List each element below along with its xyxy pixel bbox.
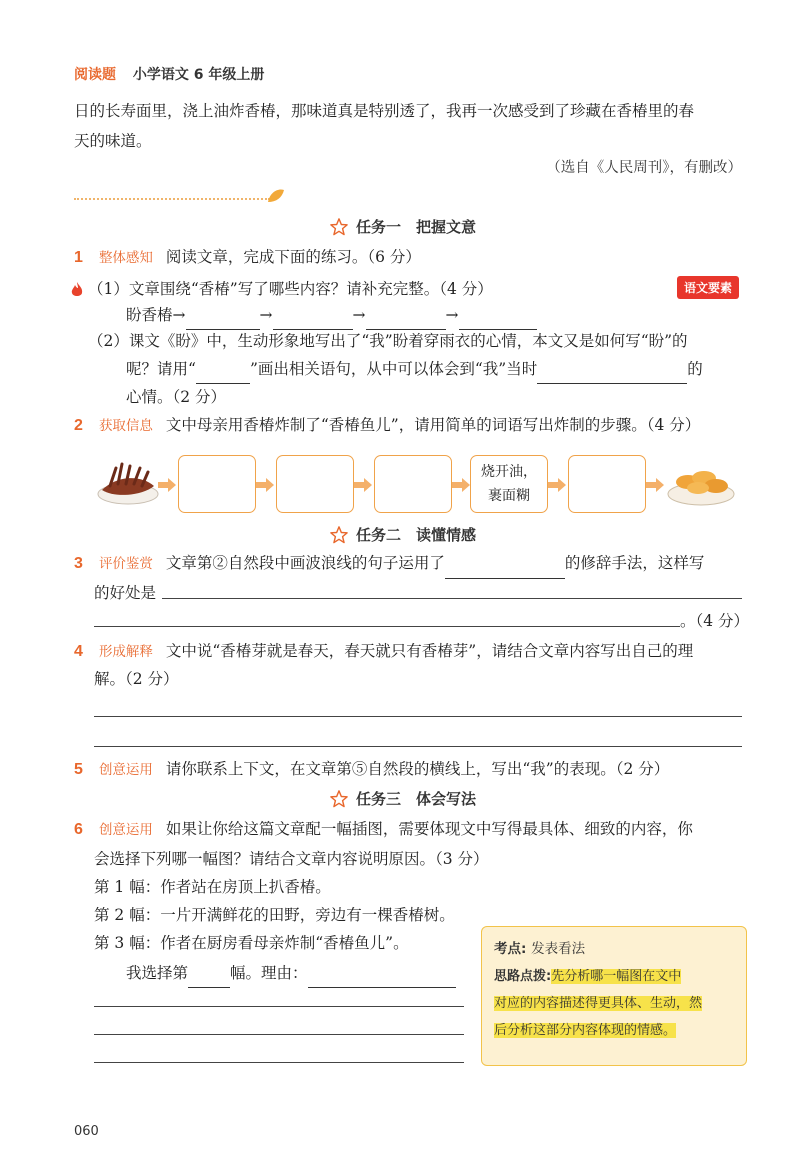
task-2-title: 任务二 读懂情感 — [356, 526, 477, 544]
task-1-heading — [330, 216, 476, 237]
question-3 — [74, 548, 704, 579]
answer-line[interactable] — [94, 746, 742, 747]
question-2-number: 2 — [74, 417, 83, 434]
question-3-score: 。（4 分） — [680, 612, 750, 630]
star-icon — [330, 218, 348, 236]
question-5 — [74, 754, 669, 785]
flow-arrow-icon — [646, 478, 664, 492]
answer-blank[interactable] — [308, 970, 456, 988]
chain-arrow: → — [352, 306, 366, 324]
passage-source: （选自《人民周刊》，有删改） — [546, 160, 742, 176]
flow-step-4-line-2: 裹面糊 — [488, 488, 530, 504]
flow-step-5[interactable] — [568, 455, 646, 513]
question-6-number: 6 — [74, 821, 83, 838]
question-1-sub-2-line-2 — [126, 354, 703, 384]
question-6-line-2: 会选择下列哪一幅图？请结合文章内容说明原因。（3 分） — [94, 850, 489, 868]
hint-approach-line-3: 后分析这部分内容体现的情感。 — [494, 1023, 677, 1038]
question-3-line-2: 的好处是 — [94, 584, 157, 602]
hint-approach-line-2: 对应的内容描述得更具体、生动，然 — [494, 996, 703, 1011]
fried-toon-fish-image — [666, 458, 736, 508]
answer-line[interactable] — [94, 1062, 464, 1063]
answer-prompt-b: 幅。理由： — [230, 964, 308, 982]
task-3-title: 任务三 体会写法 — [356, 790, 477, 808]
chinese-elements-badge: 语文要素 — [677, 276, 739, 299]
question-3-tag: 评价鉴赏 — [98, 556, 153, 572]
flow-arrow-icon — [158, 478, 176, 492]
answer-line[interactable] — [162, 598, 742, 599]
answer-line[interactable] — [94, 1006, 464, 1007]
fire-icon — [70, 281, 84, 299]
flow-step-3[interactable] — [374, 455, 452, 513]
question-1-tag: 整体感知 — [98, 250, 153, 266]
hint-approach — [494, 963, 734, 1044]
chain-start: 盼香椿→ — [126, 306, 186, 324]
hint-exam-point — [494, 937, 734, 957]
question-3-text-a: 文章第②自然段中画波浪线的句子运用了 — [165, 554, 445, 572]
flow-arrow-icon — [548, 478, 566, 492]
question-4-text-a: 文中说“香椿芽就是春天，春天就只有香椿芽”，请结合文章内容写出自己的理 — [165, 642, 694, 660]
flow-arrow-icon — [354, 478, 372, 492]
question-5-text: 请你联系上下文，在文章第⑤自然段的横线上，写出“我”的表现。（2 分） — [165, 760, 670, 778]
question-1-text: 阅读文章，完成下面的练习。（6 分） — [165, 248, 421, 266]
question-1-sub-2-line-3: 心情。（2 分） — [126, 388, 227, 406]
option-2: 第 2 幅：一片开满鲜花的田野，旁边有一棵香椿树。 — [94, 906, 455, 924]
answer-blank[interactable] — [188, 970, 230, 988]
star-icon — [330, 526, 348, 544]
task-2-heading — [330, 524, 476, 545]
flow-arrow-icon — [256, 478, 274, 492]
page-number: 060 — [74, 1124, 99, 1139]
task-3-heading — [330, 788, 476, 809]
question-3-text-b: 的修辞手法，这样写 — [564, 554, 705, 572]
option-1: 第 1 幅：作者站在房顶上扒香椿。 — [94, 878, 331, 896]
sub-2-text-b: ”画出相关语句，从中可以体会到“我”当时 — [249, 360, 538, 378]
option-3: 第 3 幅：作者在厨房看母亲炸制“香椿鱼儿”。 — [94, 934, 409, 952]
question-6-tag: 创意运用 — [98, 822, 153, 838]
question-6-text-a: 如果让你给这篇文章配一幅插图，需要体现文中写得最具体、细致的内容，你 — [165, 820, 693, 838]
question-2-tag: 获取信息 — [98, 418, 153, 434]
answer-line[interactable] — [94, 716, 742, 717]
hint-exam-point-label: 考点: — [494, 941, 527, 957]
question-3-number: 3 — [74, 555, 83, 572]
hint-exam-point-value: 发表看法 — [531, 941, 586, 957]
header-tag: 阅读题 — [74, 67, 116, 83]
header-book-title: 小学语文 6 年级上册 — [132, 67, 265, 83]
question-1 — [74, 242, 421, 273]
chain-arrow: → — [445, 306, 459, 324]
flow-step-4-line-1: 烧开油， — [481, 464, 537, 480]
question-4 — [74, 636, 693, 667]
question-5-tag: 创意运用 — [98, 762, 153, 778]
sub-2-text-c: 的 — [687, 360, 703, 378]
flow-step-2[interactable] — [276, 455, 354, 513]
question-4-number: 4 — [74, 643, 83, 660]
question-2 — [74, 410, 700, 441]
hint-approach-label: 思路点拨: — [494, 969, 552, 984]
question-4-line-2: 解。（2 分） — [94, 670, 179, 688]
leaf-icon — [266, 188, 286, 204]
hint-box — [481, 926, 747, 1066]
flow-step-4 — [470, 455, 548, 513]
answer-prompt-a: 我选择第 — [126, 964, 189, 982]
sub-2-text-a: 呢？请用“ — [126, 360, 196, 378]
page-header — [74, 64, 264, 84]
hint-approach-line-1: 先分析哪一幅图在文中 — [551, 969, 682, 984]
answer-line[interactable] — [94, 626, 680, 627]
decorative-dotted-line — [74, 198, 270, 200]
star-icon — [330, 790, 348, 808]
question-1-sub-1: （1）文章围绕“香椿”写了哪些内容？请补充完整。（4 分） — [88, 280, 493, 298]
flow-step-1[interactable] — [178, 455, 256, 513]
question-1-sub-2-line-1: （2）课文《盼》中，生动形象地写出了“我”盼着穿雨衣的心情，本文又是如何写“盼”的 — [88, 332, 688, 350]
flow-arrow-icon — [452, 478, 470, 492]
task-1-title: 任务一 把握文意 — [356, 218, 477, 236]
question-4-tag: 形成解释 — [98, 644, 153, 660]
question-1-number: 1 — [74, 249, 83, 266]
chain-arrow: → — [259, 306, 273, 324]
question-6 — [74, 814, 693, 845]
passage-line-2: 天的味道。 — [74, 132, 152, 150]
answer-blank[interactable] — [445, 561, 565, 579]
answer-line[interactable] — [94, 1034, 464, 1035]
passage-line-1: 日的长寿面里，浇上油炸香椿，那味道真是特别透了，我再一次感受到了珍藏在香椿里的春 — [74, 102, 695, 120]
raw-toon-sprouts-image — [96, 456, 160, 508]
answer-blank[interactable] — [537, 366, 687, 384]
question-6-answer-prompt — [126, 958, 456, 988]
question-2-text: 文中母亲用香椿炸制了“香椿鱼儿”，请用简单的词语写出炸制的步骤。（4 分） — [165, 416, 701, 434]
question-5-number: 5 — [74, 761, 83, 778]
